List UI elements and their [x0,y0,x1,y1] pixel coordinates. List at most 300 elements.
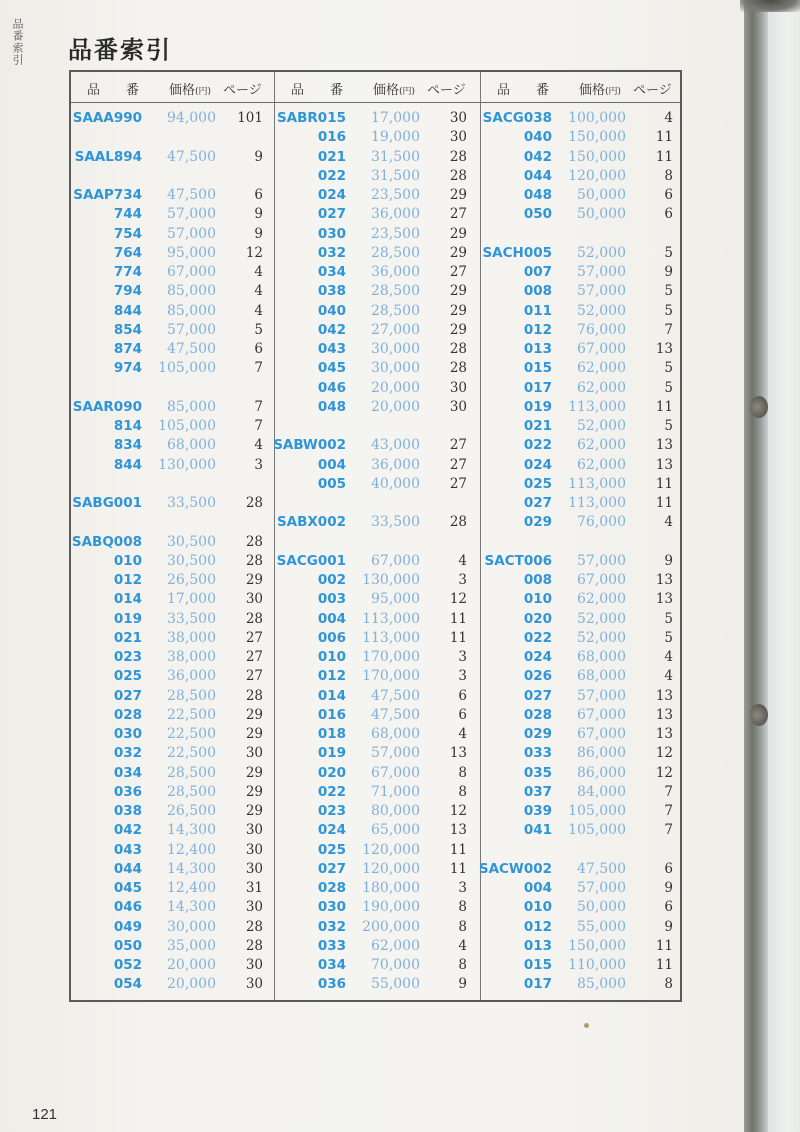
catalog-page-ref: 8 [458,783,467,800]
list-item[interactable] [275,630,479,649]
list-item[interactable] [71,303,275,322]
catalog-page-ref: 6 [664,899,673,916]
part-number: SACG001 [276,552,346,569]
part-number: 013 [523,937,552,954]
list-item[interactable] [275,688,479,707]
list-item[interactable] [71,457,275,476]
price-yen: 23,500 [371,225,420,242]
list-item[interactable] [481,765,685,784]
price-yen: 105,000 [158,418,216,434]
catalog-page-ref: 11 [449,841,467,858]
part-number: 032 [317,918,346,935]
part-number: 011 [523,302,552,319]
part-number: 040 [317,302,346,319]
part-number: 024 [317,822,346,839]
header-part-number: 品 番 [87,83,140,98]
catalog-page-ref: 29 [449,225,467,242]
part-number: 007 [523,264,552,280]
part-number: 010 [523,591,552,608]
list-item[interactable] [481,168,685,187]
list-item[interactable] [481,187,685,206]
list-item[interactable] [481,110,685,129]
price-yen: 57,000 [371,745,420,762]
catalog-page-ref: 27 [449,437,467,454]
list-item[interactable] [275,880,479,899]
part-number: 021 [317,148,346,165]
catalog-page-ref: 4 [664,110,673,126]
catalog-page-ref: 13 [655,591,673,608]
list-item[interactable] [71,110,275,129]
part-number: 004 [317,610,346,627]
catalog-page-ref: 4 [664,649,673,665]
catalog-page-ref: 28 [245,918,263,935]
list-item[interactable] [71,822,275,841]
list-item[interactable] [71,668,275,687]
price-yen: 113,000 [568,495,626,511]
price-yen: 150,000 [568,129,626,146]
price-yen: 84,000 [577,783,626,800]
price-yen: 105,000 [158,360,216,377]
list-item[interactable] [481,360,685,379]
list-item[interactable] [481,591,685,610]
part-number: 042 [317,321,346,338]
list-item[interactable] [71,495,275,514]
catalog-page-ref: 5 [664,629,673,646]
list-item[interactable] [71,919,275,938]
price-yen: 40,000 [371,475,420,492]
list-item[interactable] [481,283,685,302]
list-item[interactable] [71,803,275,822]
list-item[interactable] [275,322,479,341]
list-item[interactable] [275,784,479,803]
part-number: 040 [523,129,552,146]
part-number: SACW002 [478,860,552,877]
list-item[interactable] [275,591,479,610]
list-item[interactable] [71,360,275,379]
list-item[interactable] [71,976,275,995]
list-item[interactable] [275,129,479,148]
part-number: 019 [317,745,346,762]
list-item[interactable] [71,572,275,591]
list-item[interactable] [71,187,275,206]
list-item[interactable] [275,437,479,456]
list-item[interactable] [481,264,685,283]
list-item[interactable] [275,668,479,687]
list-item[interactable] [275,649,479,668]
part-number: 016 [317,706,346,723]
list-item[interactable] [275,976,479,995]
list-item[interactable] [275,842,479,861]
part-number: 020 [523,610,552,627]
catalog-page-ref: 13 [655,437,673,454]
price-yen: 30,500 [167,533,216,550]
price-yen: 62,000 [577,379,626,396]
list-item[interactable] [71,149,275,168]
part-number: 974 [113,360,142,377]
list-item[interactable] [275,726,479,745]
part-number: 039 [523,803,552,819]
list-item[interactable] [481,149,685,168]
list-item[interactable] [481,649,685,668]
catalog-page-ref: 6 [254,187,263,203]
part-number: SAAA990 [72,110,142,126]
part-number: SAAR090 [72,398,142,415]
adjacent-page-edge [768,0,800,1132]
list-item[interactable] [481,303,685,322]
part-number: SABW002 [273,437,346,454]
part-number: 020 [317,764,346,781]
catalog-page-ref: 12 [655,745,673,762]
list-item[interactable] [275,861,479,880]
price-yen: 67,000 [167,264,216,280]
list-item[interactable] [275,283,479,302]
list-item[interactable] [481,553,685,572]
price-yen: 28,500 [167,783,216,800]
catalog-page-ref: 30 [245,822,263,839]
list-item[interactable] [481,495,685,514]
catalog-page-ref: 5 [254,321,263,338]
list-item[interactable] [481,899,685,918]
catalog-page-ref: 28 [449,514,467,531]
price-yen: 57,000 [167,225,216,242]
price-yen: 170,000 [362,649,420,665]
part-number: SAAL894 [74,148,142,165]
catalog-page-ref: 29 [245,572,263,588]
part-number: 022 [317,167,346,184]
price-yen: 28,500 [371,302,420,319]
list-item[interactable] [275,245,479,264]
list-item[interactable] [275,919,479,938]
list-item[interactable] [481,630,685,649]
price-yen: 100,000 [568,110,626,126]
catalog-page-ref: 4 [254,264,263,280]
part-number: 022 [317,783,346,800]
list-item[interactable] [275,226,479,245]
part-number: 012 [317,668,346,685]
price-yen: 190,000 [362,899,420,916]
list-item[interactable] [275,745,479,764]
part-number: 022 [523,629,552,646]
part-number: 041 [523,822,552,839]
part-number: 027 [113,687,142,704]
list-item[interactable] [481,919,685,938]
page-title: 品番索引 [68,36,172,64]
price-yen: 76,000 [577,321,626,338]
price-yen: 71,000 [371,783,420,800]
list-item[interactable] [478,860,685,880]
list-item[interactable] [481,457,685,476]
list-item[interactable] [481,745,685,764]
price-yen: 28,500 [167,764,216,781]
list-item[interactable] [481,707,685,726]
list-item[interactable] [481,206,685,225]
part-number: 028 [317,880,346,896]
list-item[interactable] [481,668,685,687]
list-item[interactable] [275,707,479,726]
part-number: 874 [113,341,142,357]
header-part-number: 品 番 [291,83,344,98]
list-item[interactable] [481,418,685,437]
list-item[interactable] [71,688,275,707]
part-number: 014 [317,687,346,704]
list-item[interactable] [481,129,685,148]
price-yen: 68,000 [577,649,626,665]
list-item[interactable] [71,707,275,726]
list-item[interactable] [71,437,275,456]
list-item[interactable] [275,938,479,957]
list-item[interactable] [275,380,479,399]
price-yen: 85,000 [167,302,216,319]
price-yen: 36,000 [371,456,420,473]
part-number: SACG038 [482,110,552,126]
list-item[interactable] [275,264,479,283]
list-item[interactable] [481,976,685,995]
catalog-page-ref: 27 [245,668,263,685]
list-item[interactable] [71,649,275,668]
list-item[interactable] [71,880,275,899]
list-item[interactable] [481,572,685,591]
price-yen: 36,000 [371,264,420,280]
catalog-page-ref: 11 [655,148,673,165]
list-item[interactable] [481,938,685,957]
list-item[interactable] [481,322,685,341]
catalog-page-ref: 30 [449,129,467,146]
part-number: 014 [113,591,142,608]
catalog-page-ref: 29 [245,764,263,781]
list-item[interactable] [481,803,685,822]
list-item[interactable] [71,784,275,803]
catalog-page-ref: 11 [655,475,673,492]
catalog-page-ref: 11 [449,610,467,627]
catalog-page-ref: 28 [245,533,263,550]
list-item[interactable] [275,899,479,918]
list-item[interactable] [71,726,275,745]
catalog-page-ref: 27 [449,475,467,492]
catalog-page-ref: 13 [655,726,673,742]
list-item[interactable] [481,476,685,495]
list-item[interactable] [275,110,479,129]
price-yen: 55,000 [577,918,626,935]
part-number: 052 [113,957,142,973]
header-page: ページ [223,83,262,98]
part-number: SABQ008 [71,533,142,550]
price-yen: 22,500 [167,726,216,742]
catalog-page-ref: 3 [458,649,467,665]
part-number: 024 [317,187,346,203]
list-item[interactable] [71,206,275,225]
list-item[interactable] [71,399,275,418]
list-item[interactable] [275,168,479,187]
list-item[interactable] [71,245,275,264]
price-yen: 55,000 [371,976,420,993]
catalog-page-ref: 3 [458,668,467,685]
price-yen: 47,500 [167,341,216,357]
list-item[interactable] [275,822,479,841]
part-number: 035 [523,764,552,781]
list-item[interactable] [71,765,275,784]
catalog-page-ref: 7 [664,321,673,338]
catalog-page-ref: 30 [245,841,263,858]
catalog-page-ref: 13 [655,341,673,357]
list-item[interactable] [481,245,685,264]
part-number: 010 [113,552,142,569]
price-yen: 52,000 [577,418,626,434]
list-item[interactable] [481,726,685,745]
list-item[interactable] [481,822,685,841]
catalog-page-ref: 9 [254,148,263,165]
list-item[interactable] [71,861,275,880]
part-number: 027 [523,687,552,704]
catalog-page-ref: 13 [449,822,467,839]
catalog-page-ref: 5 [664,302,673,319]
price-yen: 113,000 [568,475,626,492]
catalog-page-ref: 4 [664,668,673,685]
list-item[interactable] [275,957,479,976]
catalog-page-ref: 13 [655,456,673,473]
price-yen: 47,500 [371,706,420,723]
list-item[interactable] [71,553,275,572]
list-item[interactable] [71,591,275,610]
list-item[interactable] [71,226,275,245]
price-yen: 50,000 [577,899,626,916]
catalog-page-ref: 6 [664,860,673,877]
catalog-page-ref: 9 [664,264,673,280]
list-item[interactable] [275,187,479,206]
catalog-page-ref: 29 [245,726,263,742]
list-item[interactable] [275,572,479,591]
part-number: 048 [317,398,346,415]
list-item[interactable] [481,399,685,418]
list-item[interactable] [481,437,685,456]
list-item[interactable] [481,957,685,976]
catalog-page-ref: 8 [458,918,467,935]
list-item[interactable] [275,341,479,360]
list-item[interactable] [275,611,479,630]
list-item[interactable] [71,264,275,283]
list-item[interactable] [71,418,275,437]
part-number: 049 [113,918,142,935]
price-yen: 120,000 [362,860,420,877]
catalog-page-ref: 12 [449,803,467,819]
part-number: 008 [523,572,552,588]
list-item[interactable] [275,457,479,476]
price-yen: 20,000 [167,957,216,973]
price-yen: 17,000 [167,591,216,608]
price-yen: 57,000 [167,321,216,338]
list-item[interactable] [71,899,275,918]
list-item[interactable] [275,476,479,495]
part-number: 038 [317,283,346,300]
list-item[interactable] [275,553,479,572]
part-number: 744 [113,206,142,223]
catalog-page-ref: 28 [449,167,467,184]
price-yen: 47,500 [577,860,626,877]
header-part-number: 品 番 [497,83,550,98]
list-item[interactable] [275,765,479,784]
list-item[interactable] [275,514,479,533]
part-number: 834 [113,437,142,454]
catalog-page-ref: 3 [458,572,467,588]
list-item[interactable] [481,341,685,360]
part-number: 004 [317,456,346,473]
catalog-page-ref: 29 [245,706,263,723]
catalog-page-ref: 11 [655,495,673,511]
part-number: 013 [523,341,552,357]
list-item[interactable] [71,957,275,976]
list-item[interactable] [481,380,685,399]
list-item[interactable] [71,534,275,553]
list-item[interactable] [275,399,479,418]
list-item[interactable] [71,341,275,360]
list-item[interactable] [71,611,275,630]
price-yen: 33,500 [167,610,216,627]
price-yen: 62,000 [577,591,626,608]
list-item[interactable] [481,514,685,533]
part-number: 027 [317,206,346,223]
part-number: 023 [113,649,142,665]
list-item[interactable] [71,842,275,861]
price-yen: 113,000 [362,629,420,646]
part-number: 043 [113,841,142,858]
catalog-page-ref: 29 [245,803,263,819]
part-number: 004 [523,880,552,896]
part-number: 024 [523,649,552,665]
catalog-page-ref: 7 [664,783,673,800]
list-item[interactable] [71,322,275,341]
list-item[interactable] [71,938,275,957]
list-item[interactable] [481,611,685,630]
list-item[interactable] [481,880,685,899]
list-item[interactable] [71,630,275,649]
list-item[interactable] [275,360,479,379]
price-yen: 30,000 [167,918,216,935]
list-item[interactable] [481,688,685,707]
catalog-page-ref: 4 [458,937,467,954]
part-number: 012 [523,918,552,935]
list-item[interactable] [275,303,479,322]
price-yen: 76,000 [577,514,626,531]
list-item[interactable] [481,784,685,803]
price-yen: 130,000 [362,572,420,588]
price-yen: 28,500 [167,687,216,704]
price-yen: 50,000 [577,187,626,203]
part-number: 022 [523,437,552,454]
list-item[interactable] [275,206,479,225]
part-number-index-table [69,70,682,1002]
part-number: 042 [113,822,142,839]
part-number: 050 [523,206,552,223]
catalog-page-ref: 4 [458,552,467,569]
part-number: 044 [113,860,142,877]
list-item[interactable] [275,149,479,168]
price-yen: 85,000 [577,976,626,993]
price-yen: 94,000 [167,110,216,126]
part-number: 010 [523,899,552,916]
list-item[interactable] [71,283,275,302]
table-header [71,72,680,103]
part-number: 025 [317,841,346,858]
catalog-page-ref: 29 [449,187,467,203]
catalog-page-ref: 5 [664,360,673,377]
price-yen: 113,000 [568,398,626,415]
price-yen: 12,400 [167,880,216,896]
list-item[interactable] [71,745,275,764]
list-item[interactable] [275,803,479,822]
part-number: 044 [523,167,552,184]
catalog-page-ref: 30 [449,398,467,415]
part-number: 026 [523,668,552,685]
price-yen: 31,500 [371,148,420,165]
